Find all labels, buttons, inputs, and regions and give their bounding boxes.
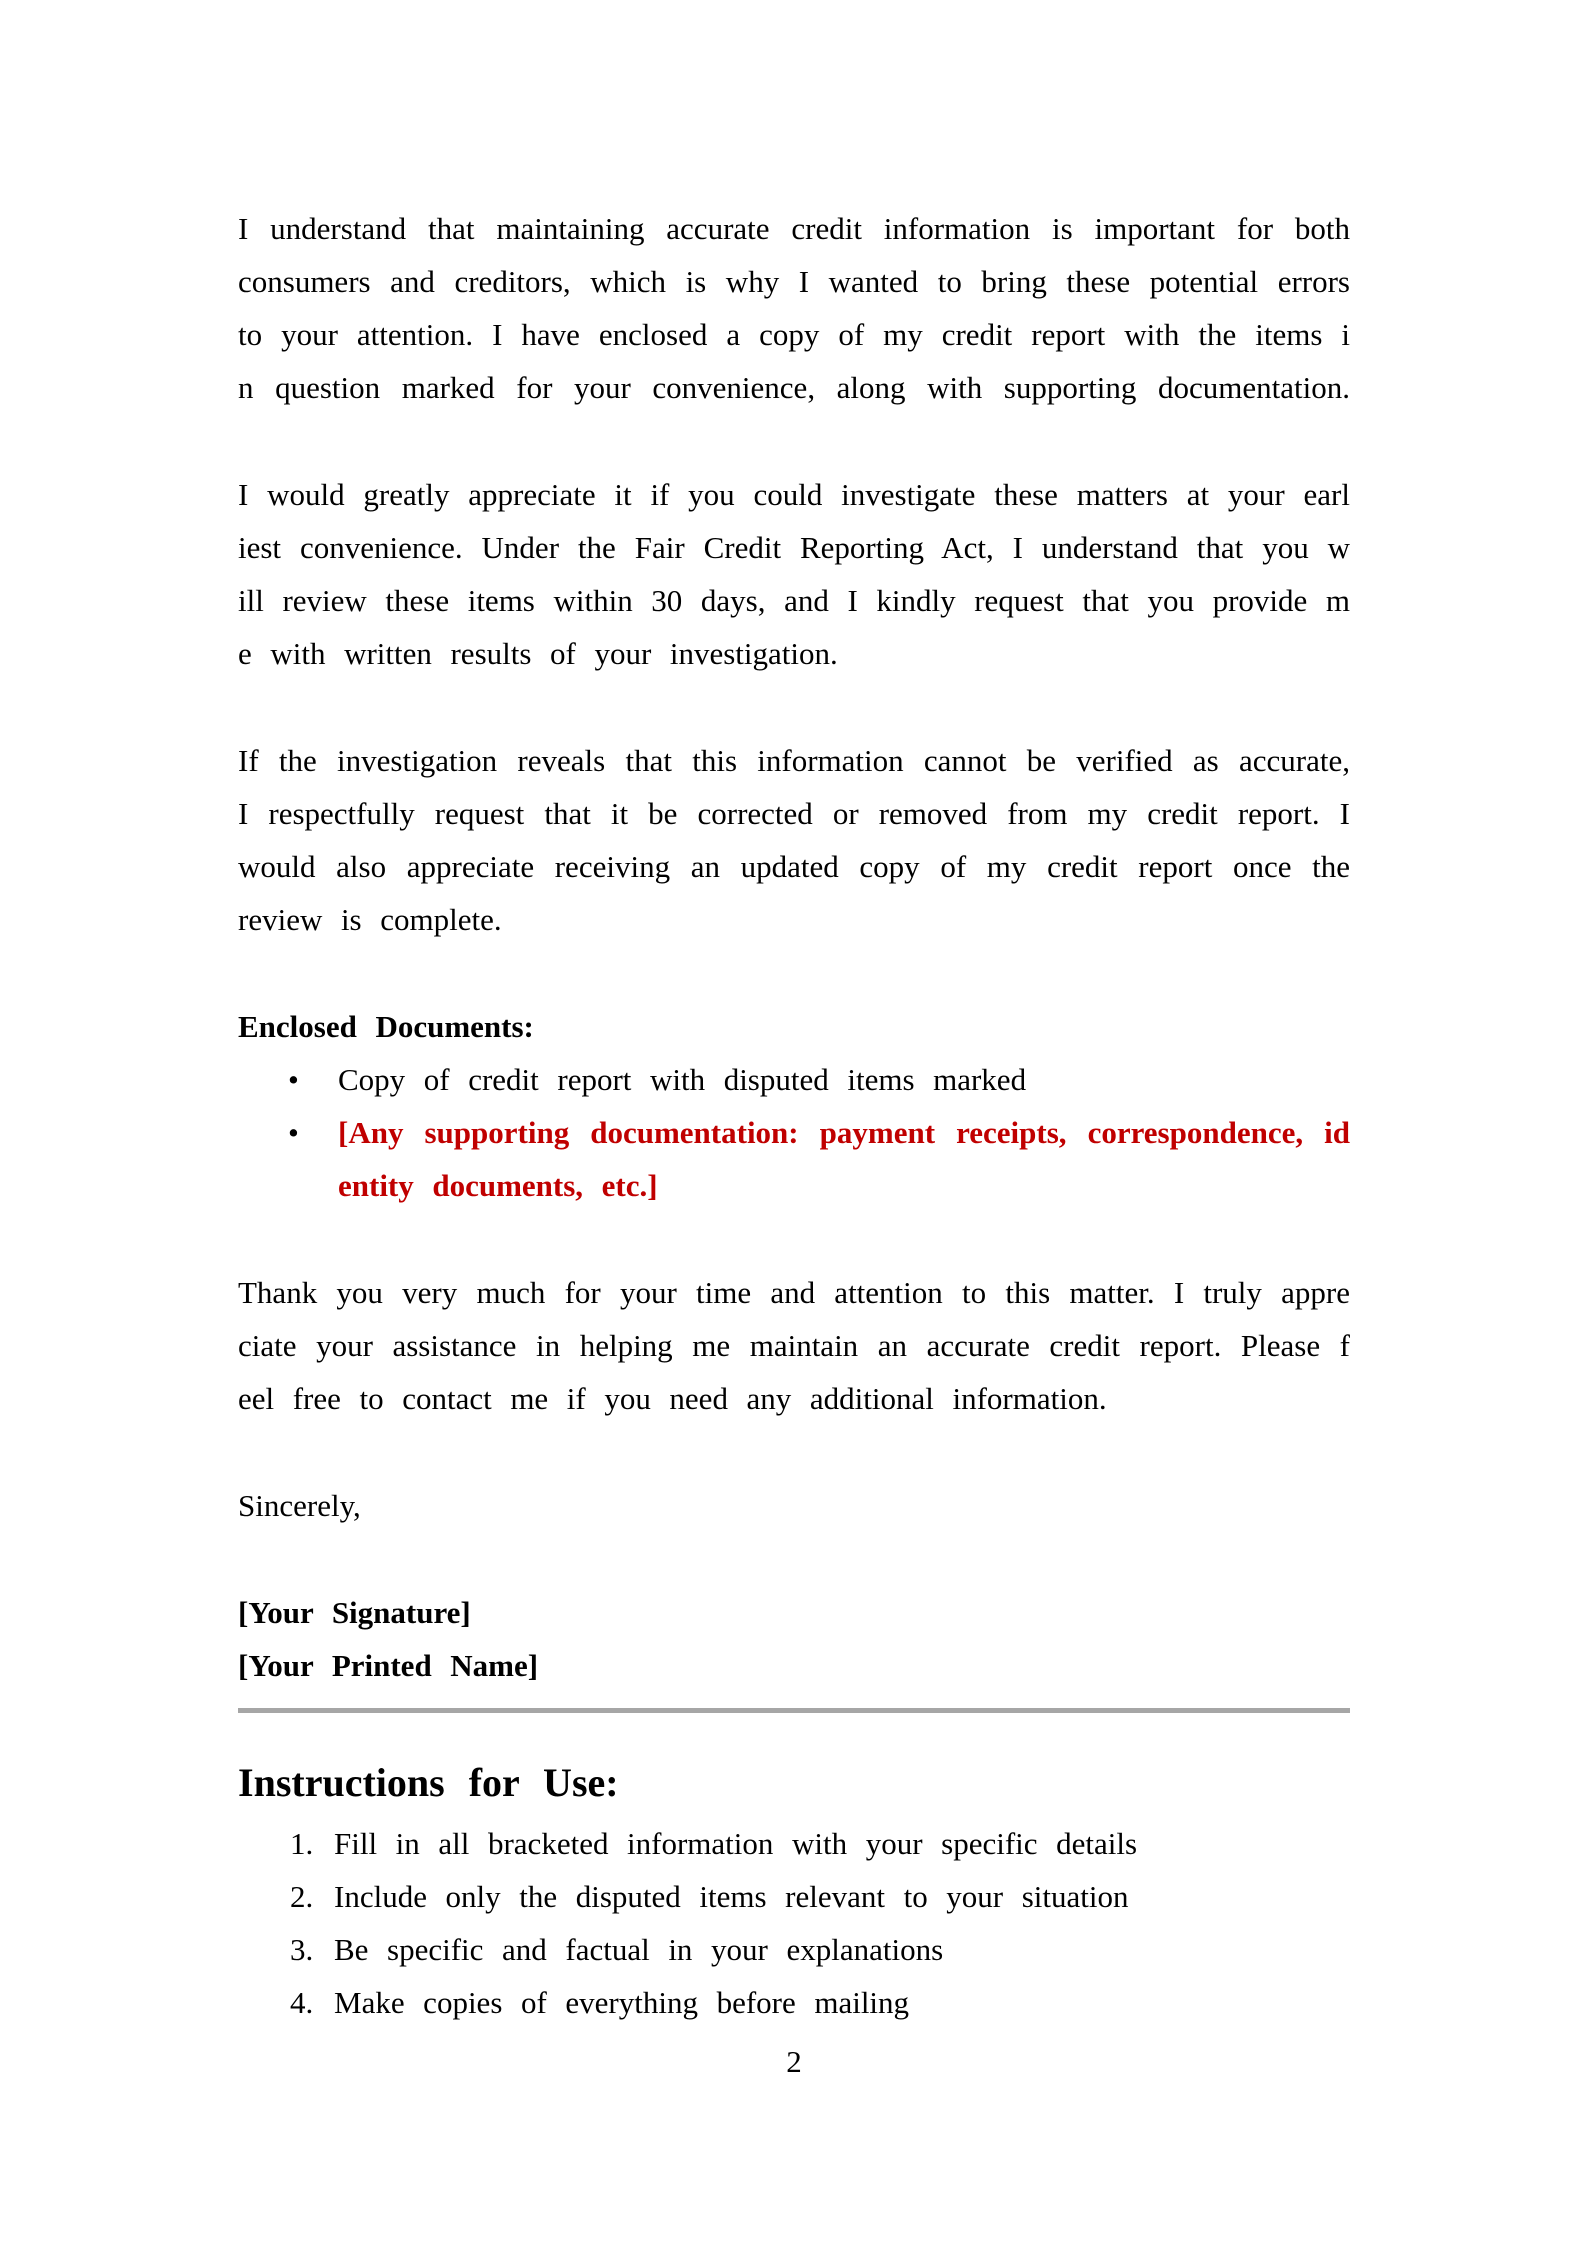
text-line: consumers and creditors, which is why I wanted to bring these potential errors — [238, 264, 1350, 299]
text-line: iest convenience. Under the Fair Credit Reporting Act, I understand that you w — [238, 530, 1350, 565]
text-line: Include only the disputed items relevant to your situation — [334, 1879, 1129, 1914]
list-number: 4. — [290, 1985, 314, 2020]
text-line: ciate your assistance in helping me maintain an accurate credit report. Please f — [238, 1328, 1350, 1363]
paragraph-3 — [238, 734, 1350, 946]
text-line: Thank you very much for your time and attention to this matter. I truly appre — [238, 1275, 1350, 1310]
bullet-marker: • — [288, 1115, 299, 1150]
text-line: entity documents, etc.] — [338, 1168, 658, 1203]
enclosed-documents-heading: Enclosed Documents: — [238, 1009, 534, 1044]
signature-block — [238, 1586, 1350, 1692]
list-item — [238, 1817, 1350, 1870]
signoff — [238, 1479, 1350, 1532]
instructions-section — [238, 1757, 1350, 2029]
page-number-text: 2 — [786, 2044, 802, 2079]
text-line: If the investigation reveals that this information cannot be verified as accurate, — [238, 743, 1350, 778]
text-line: Fill in all bracketed information with your specific details — [334, 1826, 1138, 1861]
text-line: n question marked for your convenience, along with supporting documentation. — [238, 370, 1350, 405]
list-item — [238, 1870, 1350, 1923]
bullet-marker: • — [288, 1062, 299, 1097]
instructions-heading: Instructions for Use: — [238, 1760, 619, 1805]
text-line: would also appreciate receiving an updated copy of my credit report once the — [238, 849, 1350, 884]
text-line: I respectfully request that it be corrected or removed from my credit report. I — [238, 796, 1350, 831]
text-line: Copy of credit report with disputed items marked — [338, 1062, 1027, 1097]
list-number: 1. — [290, 1826, 314, 1861]
enclosed-documents-section — [238, 1000, 1350, 1212]
paragraph-1 — [238, 202, 1350, 414]
enclosed-documents-list — [238, 1053, 1350, 1212]
text-line: I would greatly appreciate it if you could investigate these matters at your earl — [238, 477, 1350, 512]
text-line: ill review these items within 30 days, and I kindly request that you provide m — [238, 583, 1350, 618]
printed-name-placeholder: [Your Printed Name] — [238, 1648, 539, 1683]
text-line: I understand that maintaining accurate credit information is important for both — [238, 211, 1350, 246]
text-line: eel free to contact me if you need any additional information. — [238, 1381, 1107, 1416]
list-item — [238, 1923, 1350, 1976]
text-line: to your attention. I have enclosed a copy of my credit report with the items i — [238, 317, 1350, 352]
page-number — [238, 2035, 1350, 2088]
text-line: [Any supporting documentation: payment receipts, correspondence, id — [338, 1115, 1350, 1150]
list-item — [238, 1106, 1350, 1212]
signoff-text: Sincerely, — [238, 1488, 361, 1523]
text-line: e with written results of your investigation. — [238, 636, 838, 671]
list-number: 3. — [290, 1932, 314, 1967]
closing-paragraph — [238, 1266, 1350, 1425]
list-item — [238, 1053, 1350, 1106]
text-line: Make copies of everything before mailing — [334, 1985, 910, 2020]
list-item — [238, 1976, 1350, 2029]
list-number: 2. — [290, 1879, 314, 1914]
paragraph-2 — [238, 468, 1350, 680]
letter-body — [238, 202, 1350, 2088]
signature-placeholder: [Your Signature] — [238, 1595, 471, 1630]
text-line: Be specific and factual in your explanations — [334, 1932, 944, 1967]
text-line: review is complete. — [238, 902, 502, 937]
horizontal-divider — [238, 1708, 1350, 1713]
